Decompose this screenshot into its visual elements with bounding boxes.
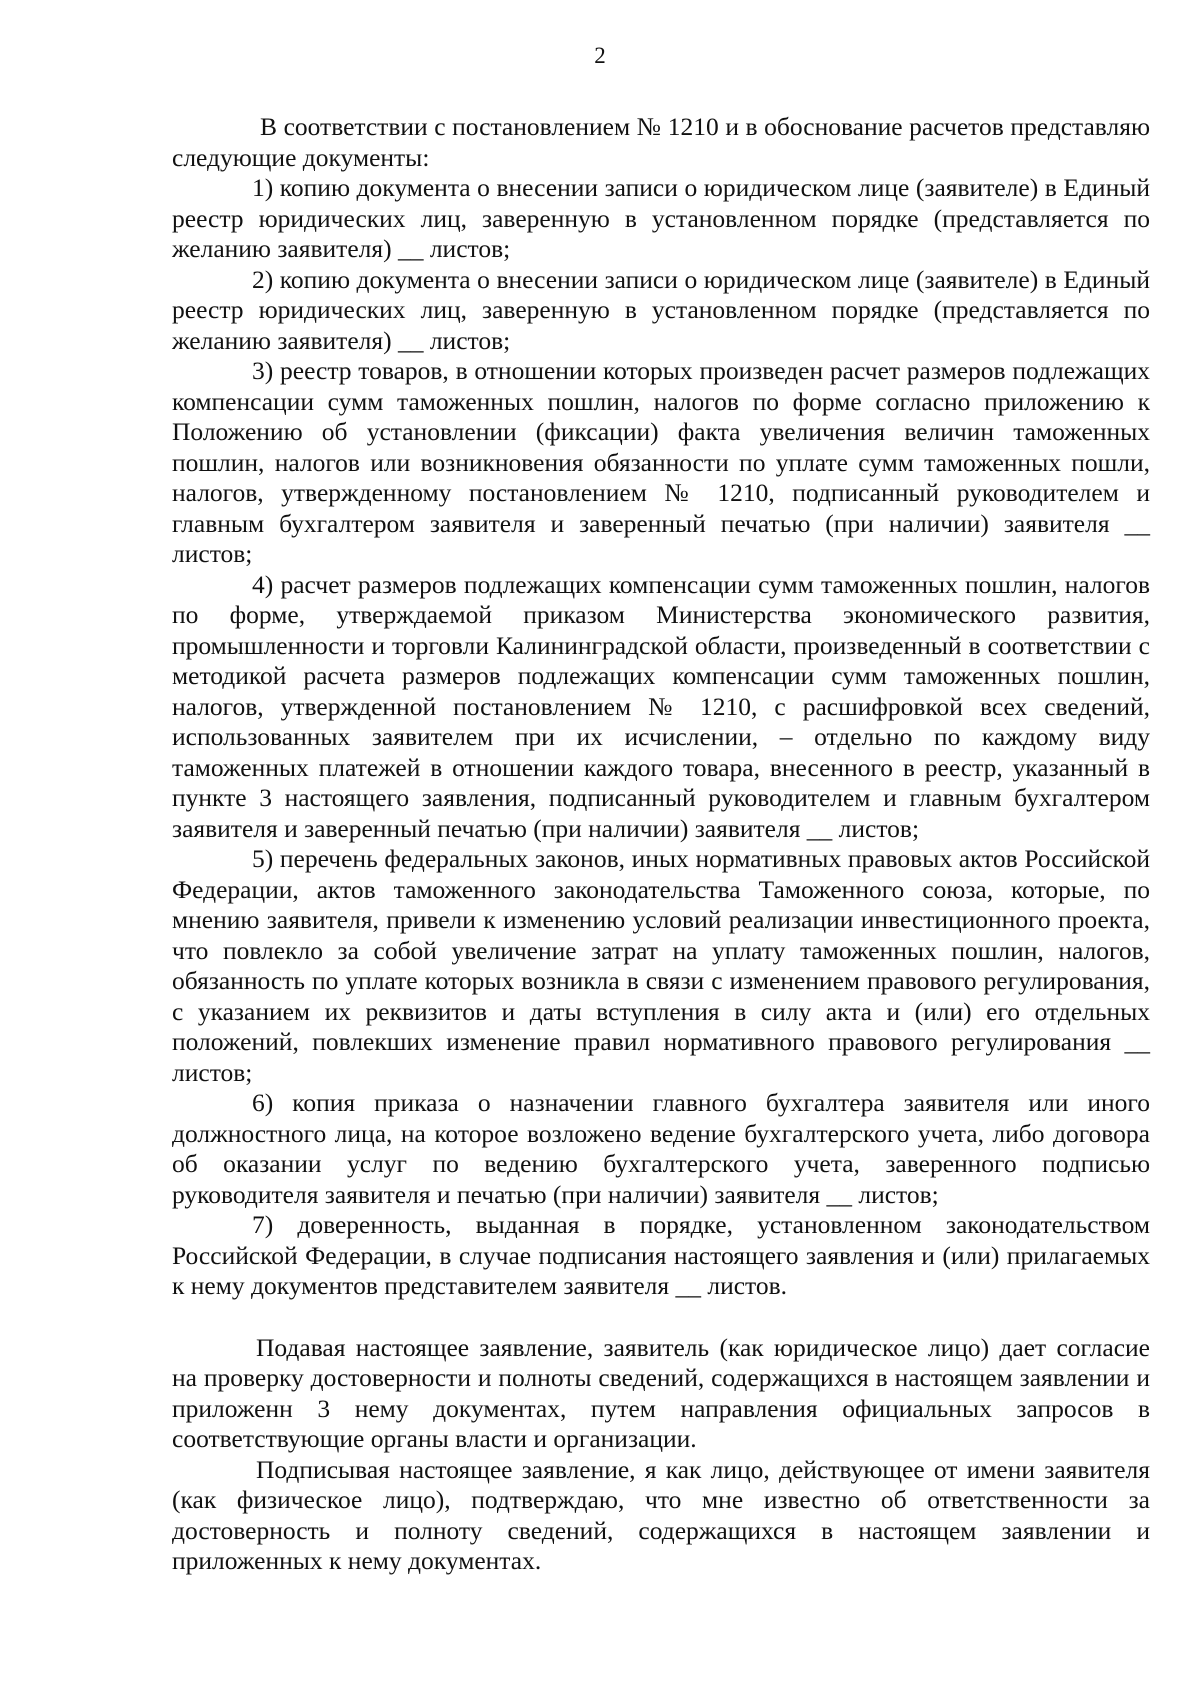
intro-paragraph: В соответствии с постановлением № 1210 и в обоснование расчетов представляю следующие документы:: [172, 112, 1150, 172]
list-item-5: 5) перечень федеральных законов, иных нормативных правовых актов Российской Федерации, актов таможенного законодательства Таможенного союза, которые, по мнению заявителя, привели к изменению условий реализации инвестиционного проекта, что повлекло за собой увеличение затрат на уплату таможенных пошлин, налогов, обязанность по уплате которых возникла в связи с изменением правового регулирования, с указанием их реквизитов и даты вступления в силу акта и (или) его отдельных положений, повлекших изменение правил нормативного правового регулирования __ листов;: [172, 844, 1150, 1087]
document-body: [172, 112, 1150, 1577]
list-item-1: 1) копию документа о внесении записи о юридическом лице (заявителе) в Единый реестр юридических лиц, заверенную в установленном порядке (представляется по желанию заявителя) __ листов;: [172, 173, 1150, 263]
list-item-3: 3) реестр товаров, в отношении которых произведен расчет размеров подлежащих компенсации сумм таможенных пошлин, налогов по форме согласно приложению к Положению об установлении (фиксации) факта увеличения величин таможенных пошлин, налогов или возникновения обязанности по уплате сумм таможенных пошли, налогов, утвержденному постановлением № 1210, подписанный руководителем и главным бухгалтером заявителя и заверенный печатью (при наличии) заявителя __ листов;: [172, 356, 1150, 568]
list-item-2: 2) копию документа о внесении записи о юридическом лице (заявителе) в Единый реестр юридических лиц, заверенную в установленном порядке (представляется по желанию заявителя) __ листов;: [172, 264, 1150, 355]
page-number: 2: [594, 43, 606, 68]
list-item-7: 7) доверенность, выданная в порядке, установленном законодательством Российской Федерации, в случае подписания настоящего заявления и (или) прилагаемых к нему документов представителем заявителя __ листов.: [172, 1210, 1150, 1300]
list-item-4: 4) расчет размеров подлежащих компенсации сумм таможенных пошлин, налогов по форме, утверждаемой приказом Министерства экономического развития, промышленности и торговли Калининградской области, произведенный в соответствии с методикой расчета размеров подлежащих компенсации сумм таможенных пошлин, налогов, утвержденной постановлением № 1210, с расшифровкой всех сведений, использованных заявителем при их исчислении, – отдельно по каждому виду таможенных платежей в отношении каждого товара, внесенного в реестр, указанный в пункте 3 настоящего заявления, подписанный руководителем и главным бухгалтером заявителя и заверенный печатью (при наличии) заявителя __ листов;: [172, 569, 1150, 843]
signature-paragraph: Подписывая настоящее заявление, я как лицо, действующее от имени заявителя (как физическое лицо), подтверждаю, что мне известно об ответственности за достоверность и полноту сведений, содержащихся в настоящем заявлении и приложенных к нему документах.: [172, 1454, 1150, 1575]
list-item-6: 6) копия приказа о назначении главного бухгалтера заявителя или иного должностного лица, на которое возложено ведение бухгалтерского учета, либо договора об оказании услуг по ведению бухгалтерского учета, заверенного подписью руководителя заявителя и печатью (при наличии) заявителя __ листов;: [172, 1088, 1150, 1209]
paragraph-spacer: [172, 1302, 1150, 1333]
consent-paragraph: Подавая настоящее заявление, заявитель (как юридическое лицо) дает согласие на проверку достоверности и полноты сведений, содержащихся в настоящем заявлении и приложенн 3 нему документах, путем направления официальных запросов в соответствующие органы власти и организации.: [172, 1332, 1150, 1453]
